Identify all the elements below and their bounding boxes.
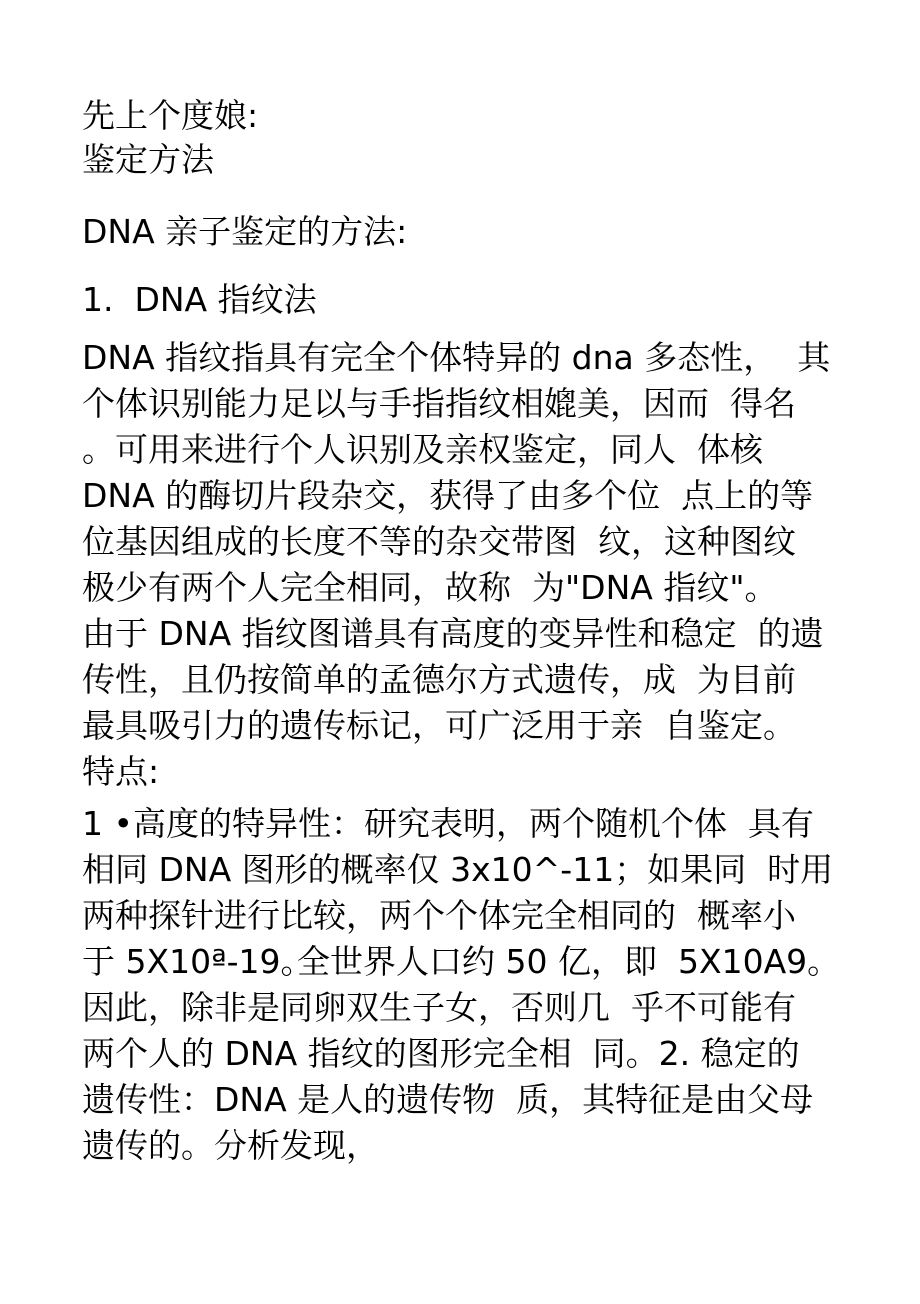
- text-line: 相同 DNA 图形的概率仅 3x10^-11；如果同 时用: [82, 850, 834, 889]
- section-heading: DNA 亲子鉴定的方法:: [82, 212, 408, 251]
- text-line: 于 5X10ª-19｡全世界人口约 50 亿，即 5X10A9。: [82, 942, 841, 981]
- text-line: 1 •高度的特异性：研究表明，两个随机个体 具有: [82, 804, 814, 843]
- text-line: 。可用来进行个人识别及亲权鉴定，同人 体核: [82, 430, 763, 469]
- text-line: 由于 DNA 指纹图谱具有高度的变异性和稳定 的遗: [82, 614, 824, 653]
- section-heading: 鉴定方法: [82, 140, 214, 179]
- text-line: DNA 指纹指具有完全个体特异的 dna 多态性， 其: [82, 338, 831, 377]
- text-line: 遗传性：DNA 是人的遗传物 质，其特征是由父母: [82, 1080, 814, 1119]
- text-line: 因此，除非是同卵双生子女，否则几 乎不可能有: [82, 988, 796, 1027]
- text-line: 个体识别能力足以与手指指纹相媲美，因而 得名: [82, 384, 796, 423]
- text-line: 极少有两个人完全相同，故称 为"DNA 指纹"。: [82, 568, 778, 607]
- text-line: 两种探针进行比较，两个个体完全相同的 概率小: [82, 896, 796, 935]
- text-line: 遗传的。分析发现，: [82, 1126, 379, 1165]
- section-heading: 特点:: [82, 752, 160, 791]
- text-line: 最具吸引力的遗传标记，可广泛用于亲 自鉴定。: [82, 706, 796, 745]
- text-line: 传性，且仍按简单的孟德尔方式遗传，成 为目前: [82, 660, 796, 699]
- text-line: DNA 的酶切片段杂交，获得了由多个位 点上的等: [82, 476, 814, 515]
- text-line: 位基因组成的长度不等的杂交带图 纹，这种图纹: [82, 522, 796, 561]
- method-heading: 1. DNA 指纹法: [82, 280, 317, 319]
- text-line: 先上个度娘:: [82, 96, 259, 135]
- text-line: 两个人的 DNA 指纹的图形完全相 同。2. 稳定的: [82, 1034, 800, 1073]
